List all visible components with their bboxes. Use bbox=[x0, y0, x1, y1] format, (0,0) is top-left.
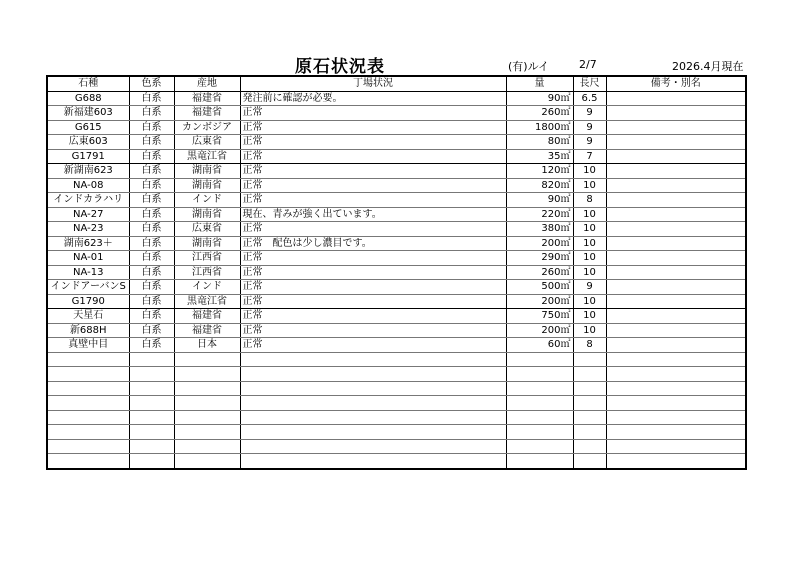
length-cell bbox=[573, 439, 606, 454]
status-cell: 正常 bbox=[240, 120, 506, 135]
table-row bbox=[47, 164, 746, 179]
length-cell: 10 bbox=[573, 323, 606, 338]
quantity-cell: 200㎡ bbox=[506, 236, 573, 251]
stone-cell bbox=[47, 396, 129, 411]
notes-cell bbox=[606, 425, 746, 440]
page-number: 2/7 bbox=[579, 58, 597, 71]
color-cell: 白系 bbox=[129, 149, 174, 164]
color-cell: 白系 bbox=[129, 222, 174, 237]
stone-cell: インドアーバンS bbox=[47, 280, 129, 295]
notes-cell bbox=[606, 222, 746, 237]
color-cell: 白系 bbox=[129, 309, 174, 324]
status-cell bbox=[240, 454, 506, 469]
origin-cell bbox=[174, 396, 240, 411]
origin-cell bbox=[174, 439, 240, 454]
origin-cell: 日本 bbox=[174, 338, 240, 353]
table-row bbox=[47, 222, 746, 237]
stone-cell: 真壁中目 bbox=[47, 338, 129, 353]
quantity-cell bbox=[506, 410, 573, 425]
quantity-cell: 290㎡ bbox=[506, 251, 573, 266]
status-cell: 発注前に確認が必要。 bbox=[240, 91, 506, 106]
quantity-cell: 260㎡ bbox=[506, 106, 573, 121]
origin-cell: インド bbox=[174, 280, 240, 295]
stone-cell bbox=[47, 454, 129, 469]
color-cell: 白系 bbox=[129, 120, 174, 135]
length-cell bbox=[573, 410, 606, 425]
color-cell: 白系 bbox=[129, 91, 174, 106]
stone-cell: 広東603 bbox=[47, 135, 129, 150]
quantity-cell: 80㎡ bbox=[506, 135, 573, 150]
origin-cell: 黒竜江省 bbox=[174, 149, 240, 164]
notes-cell bbox=[606, 91, 746, 106]
length-cell: 9 bbox=[573, 280, 606, 295]
stone-cell bbox=[47, 367, 129, 382]
notes-cell bbox=[606, 280, 746, 295]
length-cell: 10 bbox=[573, 236, 606, 251]
notes-cell bbox=[606, 120, 746, 135]
origin-cell bbox=[174, 367, 240, 382]
origin-cell: 福建省 bbox=[174, 309, 240, 324]
stone-cell: NA-01 bbox=[47, 251, 129, 266]
quantity-cell: 820㎡ bbox=[506, 178, 573, 193]
stone-cell: インドカラハリ bbox=[47, 193, 129, 208]
origin-cell: 福建省 bbox=[174, 323, 240, 338]
status-cell: 現在、青みが強く出ています。 bbox=[240, 207, 506, 222]
table-row bbox=[47, 193, 746, 208]
col-header-quarry-status: 丁場状況 bbox=[240, 76, 506, 91]
status-cell: 正常 bbox=[240, 164, 506, 179]
notes-cell bbox=[606, 149, 746, 164]
quantity-cell: 500㎡ bbox=[506, 280, 573, 295]
table-row bbox=[47, 120, 746, 135]
length-cell: 7 bbox=[573, 149, 606, 164]
color-cell: 白系 bbox=[129, 338, 174, 353]
status-cell: 正常 bbox=[240, 106, 506, 121]
notes-cell bbox=[606, 309, 746, 324]
origin-cell: 福建省 bbox=[174, 91, 240, 106]
length-cell: 10 bbox=[573, 178, 606, 193]
color-cell: 白系 bbox=[129, 193, 174, 208]
origin-cell bbox=[174, 425, 240, 440]
table-row bbox=[47, 425, 746, 440]
quantity-cell: 90㎡ bbox=[506, 91, 573, 106]
status-cell bbox=[240, 352, 506, 367]
status-cell: 正常 bbox=[240, 265, 506, 280]
notes-cell bbox=[606, 410, 746, 425]
table-header-row bbox=[47, 76, 746, 91]
color-cell: 白系 bbox=[129, 323, 174, 338]
col-header-origin: 産地 bbox=[174, 76, 240, 91]
stone-cell: 新福建603 bbox=[47, 106, 129, 121]
status-cell bbox=[240, 381, 506, 396]
stone-cell: NA-13 bbox=[47, 265, 129, 280]
color-cell bbox=[129, 425, 174, 440]
quantity-cell bbox=[506, 381, 573, 396]
notes-cell bbox=[606, 381, 746, 396]
origin-cell bbox=[174, 454, 240, 469]
col-header-length: 長尺 bbox=[573, 76, 606, 91]
status-cell bbox=[240, 396, 506, 411]
status-cell: 正常 bbox=[240, 149, 506, 164]
quantity-cell: 1800㎡ bbox=[506, 120, 573, 135]
color-cell: 白系 bbox=[129, 265, 174, 280]
as-of-date: 2026.4月現在 bbox=[672, 60, 744, 73]
status-cell: 正常 bbox=[240, 309, 506, 324]
length-cell bbox=[573, 396, 606, 411]
length-cell: 8 bbox=[573, 338, 606, 353]
table-row bbox=[47, 178, 746, 193]
length-cell bbox=[573, 381, 606, 396]
origin-cell: 福建省 bbox=[174, 106, 240, 121]
length-cell: 6.5 bbox=[573, 91, 606, 106]
notes-cell bbox=[606, 439, 746, 454]
length-cell: 10 bbox=[573, 251, 606, 266]
color-cell bbox=[129, 381, 174, 396]
table-row bbox=[47, 280, 746, 295]
quantity-cell bbox=[506, 352, 573, 367]
stone-cell: G615 bbox=[47, 120, 129, 135]
status-cell: 正常 bbox=[240, 338, 506, 353]
length-cell: 10 bbox=[573, 207, 606, 222]
table-row bbox=[47, 294, 746, 309]
color-cell bbox=[129, 439, 174, 454]
status-cell: 正常 配色は少し濃目です。 bbox=[240, 236, 506, 251]
color-cell: 白系 bbox=[129, 280, 174, 295]
stone-cell: G688 bbox=[47, 91, 129, 106]
stone-cell: 湖南623＋ bbox=[47, 236, 129, 251]
table-row bbox=[47, 251, 746, 266]
color-cell: 白系 bbox=[129, 164, 174, 179]
length-cell: 10 bbox=[573, 222, 606, 237]
quantity-cell: 120㎡ bbox=[506, 164, 573, 179]
table-row bbox=[47, 367, 746, 382]
origin-cell bbox=[174, 410, 240, 425]
stone-cell: 新688H bbox=[47, 323, 129, 338]
color-cell bbox=[129, 410, 174, 425]
status-cell bbox=[240, 425, 506, 440]
origin-cell: 湖南省 bbox=[174, 164, 240, 179]
origin-cell: 広東省 bbox=[174, 222, 240, 237]
col-header-stone: 石種 bbox=[47, 76, 129, 91]
notes-cell bbox=[606, 396, 746, 411]
table-row bbox=[47, 454, 746, 469]
stone-cell: G1790 bbox=[47, 294, 129, 309]
origin-cell: 湖南省 bbox=[174, 236, 240, 251]
length-cell bbox=[573, 425, 606, 440]
table-row bbox=[47, 338, 746, 353]
notes-cell bbox=[606, 265, 746, 280]
notes-cell bbox=[606, 294, 746, 309]
color-cell: 白系 bbox=[129, 251, 174, 266]
company-name: (有)ルイ bbox=[508, 60, 550, 73]
notes-cell bbox=[606, 193, 746, 208]
stone-cell bbox=[47, 352, 129, 367]
length-cell: 10 bbox=[573, 309, 606, 324]
quantity-cell: 60㎡ bbox=[506, 338, 573, 353]
origin-cell: 黒竜江省 bbox=[174, 294, 240, 309]
col-header-color: 色系 bbox=[129, 76, 174, 91]
length-cell: 10 bbox=[573, 164, 606, 179]
color-cell bbox=[129, 396, 174, 411]
length-cell: 9 bbox=[573, 120, 606, 135]
origin-cell: 広東省 bbox=[174, 135, 240, 150]
quantity-cell: 260㎡ bbox=[506, 265, 573, 280]
col-header-quantity: 量 bbox=[506, 76, 573, 91]
table-row bbox=[47, 91, 746, 106]
notes-cell bbox=[606, 164, 746, 179]
origin-cell: 湖南省 bbox=[174, 178, 240, 193]
color-cell: 白系 bbox=[129, 236, 174, 251]
status-cell: 正常 bbox=[240, 193, 506, 208]
stone-cell: G1791 bbox=[47, 149, 129, 164]
status-cell: 正常 bbox=[240, 323, 506, 338]
table-row bbox=[47, 396, 746, 411]
notes-cell bbox=[606, 367, 746, 382]
length-cell: 9 bbox=[573, 106, 606, 121]
table-row bbox=[47, 323, 746, 338]
notes-cell bbox=[606, 454, 746, 469]
table-row bbox=[47, 439, 746, 454]
status-cell: 正常 bbox=[240, 251, 506, 266]
color-cell: 白系 bbox=[129, 294, 174, 309]
status-cell: 正常 bbox=[240, 294, 506, 309]
status-cell bbox=[240, 367, 506, 382]
stone-cell: NA-27 bbox=[47, 207, 129, 222]
table-row bbox=[47, 236, 746, 251]
origin-cell: 江西省 bbox=[174, 265, 240, 280]
quantity-cell: 220㎡ bbox=[506, 207, 573, 222]
status-cell: 正常 bbox=[240, 280, 506, 295]
length-cell bbox=[573, 352, 606, 367]
origin-cell: 湖南省 bbox=[174, 207, 240, 222]
color-cell: 白系 bbox=[129, 135, 174, 150]
notes-cell bbox=[606, 352, 746, 367]
table-row bbox=[47, 135, 746, 150]
origin-cell bbox=[174, 352, 240, 367]
table-row bbox=[47, 381, 746, 396]
length-cell bbox=[573, 367, 606, 382]
notes-cell bbox=[606, 338, 746, 353]
length-cell: 10 bbox=[573, 294, 606, 309]
status-cell: 正常 bbox=[240, 135, 506, 150]
color-cell bbox=[129, 352, 174, 367]
table-row bbox=[47, 106, 746, 121]
stone-cell: 新湖南623 bbox=[47, 164, 129, 179]
quantity-cell: 35㎡ bbox=[506, 149, 573, 164]
page-title: 原石状況表 bbox=[295, 57, 385, 77]
length-cell: 9 bbox=[573, 135, 606, 150]
quantity-cell: 200㎡ bbox=[506, 323, 573, 338]
notes-cell bbox=[606, 106, 746, 121]
quantity-cell: 380㎡ bbox=[506, 222, 573, 237]
table-row bbox=[47, 309, 746, 324]
notes-cell bbox=[606, 236, 746, 251]
color-cell: 白系 bbox=[129, 207, 174, 222]
origin-cell: インド bbox=[174, 193, 240, 208]
quantity-cell: 90㎡ bbox=[506, 193, 573, 208]
color-cell bbox=[129, 454, 174, 469]
table-row bbox=[47, 149, 746, 164]
stone-cell: 天星石 bbox=[47, 309, 129, 324]
stone-cell bbox=[47, 425, 129, 440]
origin-cell bbox=[174, 381, 240, 396]
table-row bbox=[47, 352, 746, 367]
length-cell: 10 bbox=[573, 265, 606, 280]
quantity-cell bbox=[506, 454, 573, 469]
quantity-cell: 750㎡ bbox=[506, 309, 573, 324]
quantity-cell: 200㎡ bbox=[506, 294, 573, 309]
table-row bbox=[47, 410, 746, 425]
origin-cell: カンボジア bbox=[174, 120, 240, 135]
quantity-cell bbox=[506, 425, 573, 440]
status-cell: 正常 bbox=[240, 178, 506, 193]
notes-cell bbox=[606, 251, 746, 266]
color-cell bbox=[129, 367, 174, 382]
quantity-cell bbox=[506, 367, 573, 382]
stone-cell: NA-23 bbox=[47, 222, 129, 237]
length-cell: 8 bbox=[573, 193, 606, 208]
stone-cell bbox=[47, 439, 129, 454]
status-cell bbox=[240, 439, 506, 454]
table-row bbox=[47, 265, 746, 280]
quantity-cell bbox=[506, 439, 573, 454]
color-cell: 白系 bbox=[129, 106, 174, 121]
stone-cell bbox=[47, 410, 129, 425]
notes-cell bbox=[606, 178, 746, 193]
status-cell: 正常 bbox=[240, 222, 506, 237]
stone-cell bbox=[47, 381, 129, 396]
notes-cell bbox=[606, 323, 746, 338]
stone-cell: NA-08 bbox=[47, 178, 129, 193]
stone-status-table bbox=[46, 75, 747, 470]
color-cell: 白系 bbox=[129, 178, 174, 193]
notes-cell bbox=[606, 135, 746, 150]
quantity-cell bbox=[506, 396, 573, 411]
col-header-notes: 備考・別名 bbox=[606, 76, 746, 91]
table-row bbox=[47, 207, 746, 222]
status-cell bbox=[240, 410, 506, 425]
length-cell bbox=[573, 454, 606, 469]
origin-cell: 江西省 bbox=[174, 251, 240, 266]
notes-cell bbox=[606, 207, 746, 222]
